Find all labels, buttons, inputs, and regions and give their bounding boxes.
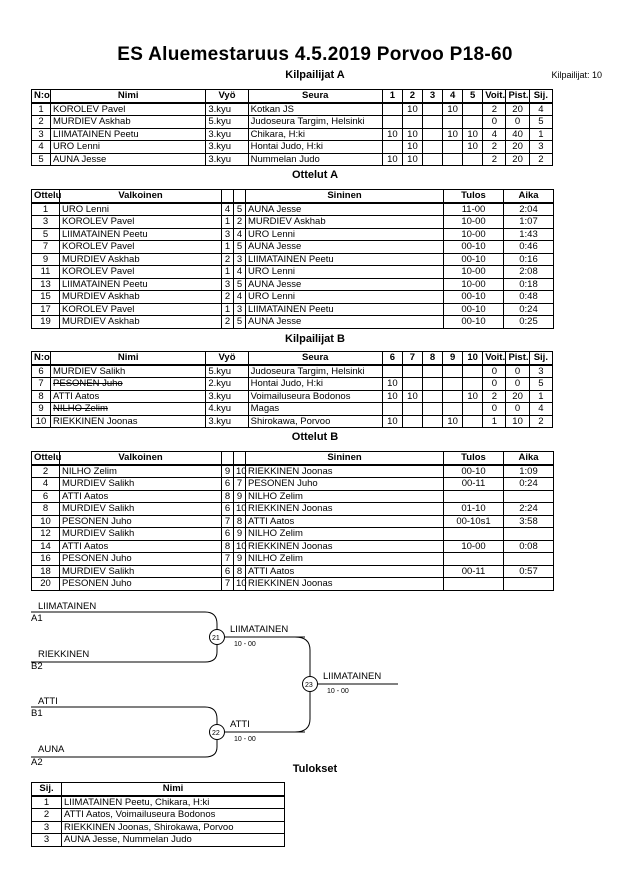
club-name: Shirokawa, Porvoo	[248, 415, 382, 428]
white-number: 8	[222, 540, 234, 553]
rank: 5	[529, 116, 552, 129]
match-time: 0:24	[504, 478, 554, 491]
rank: 1	[529, 390, 552, 403]
match-result: 00-10	[444, 303, 504, 316]
white-competitor: KOROLEV Pavel	[60, 303, 222, 316]
blue-competitor: NILHO Zelim	[246, 490, 444, 503]
bracket-semi1-top-name: LIIMATAINEN	[38, 601, 97, 612]
wins: 1	[483, 415, 506, 428]
white-competitor: MURDIEV Askhab	[60, 291, 222, 304]
belt-grade: 3.kyu	[206, 390, 248, 403]
belt-grade: 3.kyu	[206, 153, 248, 166]
column-header: 1	[382, 90, 402, 103]
bracket-match-22-number: 22	[212, 730, 220, 737]
blue-competitor: LIIMATAINEN Peetu	[246, 303, 444, 316]
white-competitor: MURDIEV Salikh	[60, 528, 222, 541]
column-header: 4	[443, 90, 463, 103]
column-header: Nimi	[62, 783, 285, 796]
match-number: 2	[32, 465, 60, 478]
wins: 0	[483, 378, 506, 391]
column-header: Sininen	[246, 190, 444, 203]
club-name: Voimailuseura Bodonos	[248, 390, 382, 403]
blue-competitor: URO Lenni	[246, 291, 444, 304]
column-header: Pist.	[506, 90, 529, 103]
points: 40	[506, 128, 529, 141]
column-header: Pist.	[506, 352, 529, 365]
white-number: 4	[222, 203, 234, 216]
row-number: 1	[32, 103, 51, 116]
white-competitor: NILHO Zelim	[60, 465, 222, 478]
blue-competitor: URO Lenni	[246, 266, 444, 279]
blue-competitor: RIEKKINEN Joonas	[246, 540, 444, 553]
rank: 3	[529, 141, 552, 154]
wins: 2	[483, 153, 506, 166]
white-number: 6	[222, 565, 234, 578]
wins: 0	[483, 365, 506, 378]
final-rank: 2	[32, 809, 62, 822]
competitors-b-heading: Kilpailijat B	[285, 333, 345, 345]
blue-competitor: AUNA Jesse	[246, 278, 444, 291]
column-header: Ottelu	[32, 452, 60, 465]
match-result: 10-00	[444, 228, 504, 241]
column-header: Aika	[504, 190, 554, 203]
white-competitor: URO Lenni	[60, 203, 222, 216]
bracket-semi1-top-seed: A1	[31, 613, 43, 624]
blue-competitor: RIEKKINEN Joonas	[246, 503, 444, 516]
match-score: 10	[382, 378, 402, 391]
match-number: 7	[32, 241, 60, 254]
white-number: 3	[222, 278, 234, 291]
final-name: RIEKKINEN Joonas, Shirokawa, Porvoo	[62, 821, 285, 834]
white-competitor: LIIMATAINEN Peetu	[60, 228, 222, 241]
row-number: 7	[32, 378, 51, 391]
rank: 1	[529, 128, 552, 141]
competitor-count: Kilpailijat: 10	[551, 70, 602, 80]
match-score: 10	[463, 390, 483, 403]
row-number: 10	[32, 415, 51, 428]
blue-competitor: RIEKKINEN Joonas	[246, 465, 444, 478]
competitor-name: KOROLEV Pavel	[51, 103, 206, 116]
white-number: 7	[222, 553, 234, 566]
bracket-match-23-number: 23	[305, 682, 313, 689]
white-competitor: MURDIEV Salikh	[60, 478, 222, 491]
final-rank: 3	[32, 821, 62, 834]
match-time: 0:16	[504, 253, 554, 266]
match-score: 10	[463, 128, 483, 141]
final-rank: 1	[32, 796, 62, 809]
match-result: 01-10	[444, 503, 504, 516]
match-result: 10-00	[444, 278, 504, 291]
match-score: 10	[382, 415, 402, 428]
match-score: 10	[402, 141, 422, 154]
column-header: 7	[402, 352, 422, 365]
points: 0	[506, 403, 529, 416]
match-number: 9	[32, 253, 60, 266]
match-result: 00-11	[444, 565, 504, 578]
white-number: 1	[222, 216, 234, 229]
match-number: 6	[32, 490, 60, 503]
blue-number: 10	[234, 503, 246, 516]
column-header: 8	[422, 352, 442, 365]
bracket-semi2-top-name: ATTI	[38, 696, 58, 707]
white-competitor: MURDIEV Askhab	[60, 316, 222, 329]
table-row	[32, 821, 285, 834]
column-header: N:o	[32, 352, 51, 365]
match-score: 10	[402, 390, 422, 403]
column-header: Vyö	[206, 90, 248, 103]
column-header: 2	[402, 90, 422, 103]
belt-grade: 5.kyu	[206, 365, 248, 378]
blue-number: 9	[234, 553, 246, 566]
match-score: 10	[402, 128, 422, 141]
wins: 0	[483, 116, 506, 129]
match-score: 10	[382, 128, 402, 141]
white-number: 9	[222, 465, 234, 478]
competitor-name: LIIMATAINEN Peetu	[51, 128, 206, 141]
white-number: 1	[222, 241, 234, 254]
column-header: Ottelu	[32, 190, 60, 203]
column-header: N:o	[32, 90, 51, 103]
blue-number: 10	[234, 578, 246, 591]
white-number: 2	[222, 253, 234, 266]
column-header: 10	[463, 352, 483, 365]
match-number: 18	[32, 565, 60, 578]
white-number: 6	[222, 478, 234, 491]
match-number: 14	[32, 540, 60, 553]
column-header: 6	[382, 352, 402, 365]
row-number: 3	[32, 128, 51, 141]
match-time: 3:58	[504, 515, 554, 528]
belt-grade: 3.kyu	[206, 141, 248, 154]
table-row	[32, 796, 285, 809]
bracket-semi2-top-seed: B1	[31, 708, 43, 719]
match-result: 11-00	[444, 203, 504, 216]
blue-number: 5	[234, 203, 246, 216]
row-number: 9	[32, 403, 51, 416]
matches-a-heading: Ottelut A	[291, 169, 339, 181]
column-header: Vyö	[206, 352, 248, 365]
match-score: 10	[443, 103, 463, 116]
match-number: 12	[32, 528, 60, 541]
match-number: 19	[32, 316, 60, 329]
blue-number: 4	[234, 266, 246, 279]
white-competitor: ATTI Aatos	[60, 540, 222, 553]
belt-grade: 3.kyu	[206, 415, 248, 428]
column-header: Seura	[248, 352, 382, 365]
wins: 0	[483, 403, 506, 416]
bracket-match-21-number: 21	[212, 635, 220, 642]
row-number: 6	[32, 365, 51, 378]
competitor-name: ATTI Aatos	[51, 390, 206, 403]
match-result: 10-00	[444, 540, 504, 553]
club-name: Magas	[248, 403, 382, 416]
white-number: 7	[222, 578, 234, 591]
white-competitor: KOROLEV Pavel	[60, 241, 222, 254]
column-header: 3	[422, 90, 442, 103]
table-row	[32, 834, 285, 847]
final-name: LIIMATAINEN Peetu, Chikara, H:ki	[62, 796, 285, 809]
match-time: 0:24	[504, 303, 554, 316]
column-header: Voit.	[483, 352, 506, 365]
column-header: Valkoinen	[60, 190, 222, 203]
belt-grade: 4.kyu	[206, 403, 248, 416]
bracket-semi2-bottom-seed: A2	[31, 757, 43, 768]
column-header: Aika	[504, 452, 554, 465]
bracket-semi1-winner: LIIMATAINEN	[230, 624, 289, 635]
column-header: Valkoinen	[60, 452, 222, 465]
white-competitor: KOROLEV Pavel	[60, 216, 222, 229]
rank: 3	[529, 365, 552, 378]
competitor-name: MURDIEV Salikh	[51, 365, 206, 378]
final-name: AUNA Jesse, Nummelan Judo	[62, 834, 285, 847]
white-competitor: PESONEN Juho	[60, 515, 222, 528]
rank: 4	[529, 103, 552, 116]
club-name: Hontai Judo, H:ki	[248, 141, 382, 154]
column-header: Nimi	[51, 352, 206, 365]
rank: 4	[529, 403, 552, 416]
competitor-name: RIEKKINEN Joonas	[51, 415, 206, 428]
row-number: 5	[32, 153, 51, 166]
white-number: 2	[222, 316, 234, 329]
blue-number: 5	[234, 241, 246, 254]
match-number: 15	[32, 291, 60, 304]
wins: 2	[483, 390, 506, 403]
competitor-name: URO Lenni	[51, 141, 206, 154]
rank: 2	[529, 415, 552, 428]
blue-number: 3	[234, 303, 246, 316]
page-title: ES Aluemestaruus 4.5.2019 Porvoo P18-60	[117, 44, 513, 65]
blue-number: 8	[234, 515, 246, 528]
row-number: 4	[32, 141, 51, 154]
wins: 2	[483, 103, 506, 116]
match-time: 1:43	[504, 228, 554, 241]
blue-number: 4	[234, 291, 246, 304]
white-number: 8	[222, 490, 234, 503]
points: 10	[506, 415, 529, 428]
results-table	[31, 782, 285, 847]
blue-number: 8	[234, 565, 246, 578]
bracket-semi2-score: 10 - 00	[234, 736, 256, 743]
bracket-final-winner: LIIMATAINEN	[323, 671, 382, 682]
white-number: 7	[222, 515, 234, 528]
white-number: 2	[222, 291, 234, 304]
club-name: Kotkan JS	[248, 103, 382, 116]
competitor-name: PESONEN Juho	[51, 378, 206, 391]
row-number: 2	[32, 116, 51, 129]
match-result: 00-10	[444, 291, 504, 304]
results-heading: Tulokset	[292, 763, 338, 775]
match-number: 16	[32, 553, 60, 566]
match-score: 10	[443, 415, 463, 428]
blue-number: 5	[234, 316, 246, 329]
blue-number: 10	[234, 465, 246, 478]
match-number: 13	[32, 278, 60, 291]
blue-number: 10	[234, 540, 246, 553]
match-time: 0:46	[504, 241, 554, 254]
blue-competitor: ATTI Aatos	[246, 565, 444, 578]
wins: 4	[483, 128, 506, 141]
bracket-semi1-score: 10 - 00	[234, 641, 256, 648]
white-number: 6	[222, 503, 234, 516]
blue-number: 4	[234, 228, 246, 241]
match-number: 5	[32, 228, 60, 241]
white-number: 1	[222, 266, 234, 279]
white-competitor: MURDIEV Salikh	[60, 565, 222, 578]
points: 20	[506, 390, 529, 403]
table-row	[32, 809, 285, 822]
column-header: Sininen	[246, 452, 444, 465]
match-number: 3	[32, 216, 60, 229]
column-header: Tulos	[444, 452, 504, 465]
points: 0	[506, 378, 529, 391]
white-competitor: ATTI Aatos	[60, 490, 222, 503]
match-result: 10-00	[444, 266, 504, 279]
blue-number: 9	[234, 490, 246, 503]
club-name: Nummelan Judo	[248, 153, 382, 166]
blue-number: 7	[234, 478, 246, 491]
match-number: 1	[32, 203, 60, 216]
points: 20	[506, 153, 529, 166]
match-time: 1:09	[504, 465, 554, 478]
match-time: 2:08	[504, 266, 554, 279]
points: 0	[506, 365, 529, 378]
match-time: 0:48	[504, 291, 554, 304]
column-header: Sij.	[529, 90, 552, 103]
bracket-semi1-bottom-seed: B2	[31, 661, 43, 672]
white-number: 3	[222, 228, 234, 241]
match-result: 00-10s1	[444, 515, 504, 528]
bracket-final-score: 10 - 00	[327, 688, 349, 695]
match-number: 10	[32, 515, 60, 528]
points: 20	[506, 141, 529, 154]
white-number: 1	[222, 303, 234, 316]
rank: 2	[529, 153, 552, 166]
match-result: 00-10	[444, 241, 504, 254]
blue-competitor: PESONEN Juho	[246, 478, 444, 491]
blue-competitor: AUNA Jesse	[246, 203, 444, 216]
white-competitor: MURDIEV Askhab	[60, 253, 222, 266]
club-name: Chikara, H:ki	[248, 128, 382, 141]
match-number: 8	[32, 503, 60, 516]
match-number: 4	[32, 478, 60, 491]
competitor-name: MURDIEV Askhab	[51, 116, 206, 129]
club-name: Hontai Judo, H:ki	[248, 378, 382, 391]
column-header: Sij.	[32, 783, 62, 796]
belt-grade: 3.kyu	[206, 128, 248, 141]
white-competitor: LIIMATAINEN Peetu	[60, 278, 222, 291]
bracket-semi2-winner: ATTI	[230, 719, 250, 730]
competitor-name: NILHO Zelim	[51, 403, 206, 416]
blue-competitor: URO Lenni	[246, 228, 444, 241]
match-time: 2:24	[504, 503, 554, 516]
match-time: 0:08	[504, 540, 554, 553]
match-result: 00-10	[444, 253, 504, 266]
match-score: 10	[463, 141, 483, 154]
matches-b-heading: Ottelut B	[291, 431, 339, 443]
match-result: 00-11	[444, 478, 504, 491]
match-time: 1:07	[504, 216, 554, 229]
column-header: Nimi	[51, 90, 206, 103]
wins: 2	[483, 141, 506, 154]
match-score: 10	[402, 153, 422, 166]
bracket-semi1-bottom-name: RIEKKINEN	[38, 649, 90, 660]
match-time: 0:18	[504, 278, 554, 291]
final-name: ATTI Aatos, Voimailuseura Bodonos	[62, 809, 285, 822]
blue-competitor: AUNA Jesse	[246, 316, 444, 329]
row-number: 8	[32, 390, 51, 403]
match-time: 0:25	[504, 316, 554, 329]
white-competitor: PESONEN Juho	[60, 553, 222, 566]
column-header: 9	[443, 352, 463, 365]
club-name: Judoseura Targim, Helsinki	[248, 365, 382, 378]
match-number: 17	[32, 303, 60, 316]
competitors-a-heading: Kilpailijat A	[285, 69, 345, 81]
competitor-name: AUNA Jesse	[51, 153, 206, 166]
blue-competitor: MURDIEV Askhab	[246, 216, 444, 229]
match-score: 10	[402, 103, 422, 116]
blue-number: 2	[234, 216, 246, 229]
belt-grade: 5.kyu	[206, 116, 248, 129]
belt-grade: 3.kyu	[206, 103, 248, 116]
blue-number: 5	[234, 278, 246, 291]
white-competitor: MURDIEV Salikh	[60, 503, 222, 516]
match-result: 00-10	[444, 316, 504, 329]
column-header: 5	[463, 90, 483, 103]
belt-grade: 2.kyu	[206, 378, 248, 391]
match-result: 10-00	[444, 216, 504, 229]
match-number: 20	[32, 578, 60, 591]
blue-competitor: LIIMATAINEN Peetu	[246, 253, 444, 266]
blue-competitor: RIEKKINEN Joonas	[246, 578, 444, 591]
column-header: Tulos	[444, 190, 504, 203]
blue-competitor: AUNA Jesse	[246, 241, 444, 254]
blue-number: 3	[234, 253, 246, 266]
match-score: 10	[443, 128, 463, 141]
points: 20	[506, 103, 529, 116]
final-rank: 3	[32, 834, 62, 847]
match-time: 2:04	[504, 203, 554, 216]
rank: 5	[529, 378, 552, 391]
match-score: 10	[382, 153, 402, 166]
match-number: 11	[32, 266, 60, 279]
white-competitor: KOROLEV Pavel	[60, 266, 222, 279]
match-result: 00-10	[444, 465, 504, 478]
column-header: Seura	[248, 90, 382, 103]
blue-competitor: NILHO Zelim	[246, 528, 444, 541]
blue-competitor: NILHO Zelim	[246, 553, 444, 566]
blue-competitor: ATTI Aatos	[246, 515, 444, 528]
white-competitor: PESONEN Juho	[60, 578, 222, 591]
points: 0	[506, 116, 529, 129]
club-name: Judoseura Targim, Helsinki	[248, 116, 382, 129]
match-time: 0:57	[504, 565, 554, 578]
column-header: Voit.	[483, 90, 506, 103]
column-header: Sij.	[529, 352, 552, 365]
match-score: 10	[382, 390, 402, 403]
white-number: 6	[222, 528, 234, 541]
blue-number: 9	[234, 528, 246, 541]
bracket-semi2-bottom-name: AUNA	[38, 744, 65, 755]
